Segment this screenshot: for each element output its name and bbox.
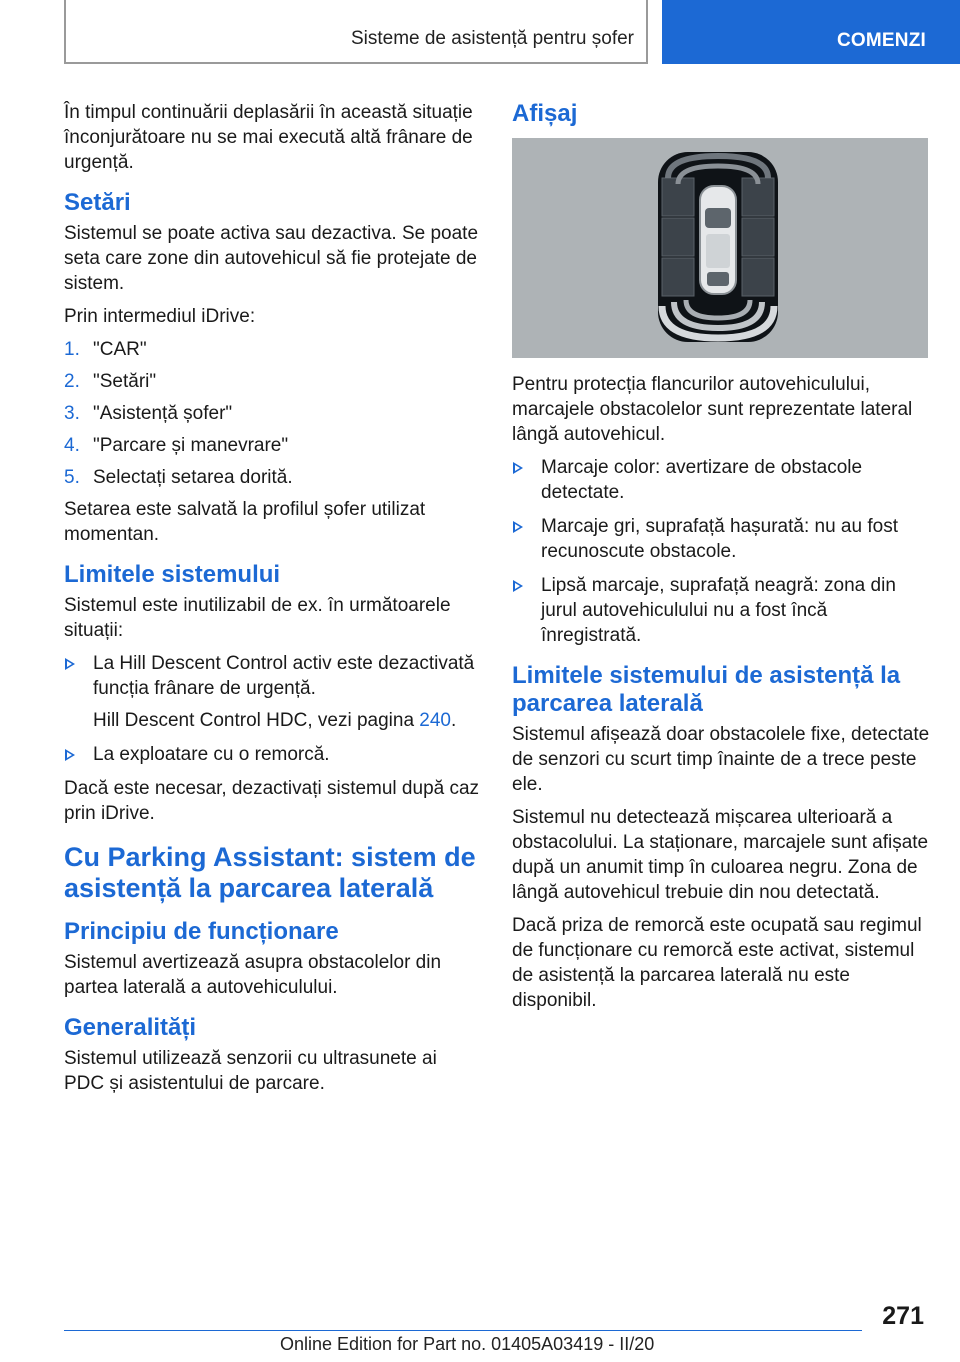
step-number: 5. (64, 467, 80, 488)
step-item (64, 433, 482, 458)
afisaj-paragraph: Pentru protecția flancurilor autovehiculului, marcajele obstacolelor sunt reprezentate lateral lângă autovehicul. (512, 374, 913, 445)
step-text: Selectați setarea dorită. (93, 467, 293, 488)
page-number: 271 (882, 1302, 924, 1330)
triangle-bullet-icon (65, 658, 75, 670)
limite-bullet-list (64, 651, 482, 767)
bullet-text: Marcaje color: avertizare de obstacole detectate. (541, 457, 863, 503)
principiu-heading: Principiu de funcționare (64, 918, 339, 945)
limite2-paragraph-3: Dacă priza de remorcă este ocupată sau regimul de funcționare cu remorcă este activat, sistemul de asistență la parcarea laterală nu este disponibil. (512, 915, 922, 1011)
cross-reference-text: Hill Descent Control HDC, vezi pagina (93, 710, 415, 731)
triangle-bullet-icon (65, 749, 75, 761)
triangle-bullet-icon (513, 521, 523, 533)
setari-paragraph-3: Setarea este salvată la profilul șofer utilizat momentan. (64, 499, 426, 545)
step-number: 1. (64, 339, 80, 360)
footer-divider (64, 1330, 862, 1331)
afisaj-bullet-list (512, 455, 930, 648)
setari-heading: Setări (64, 189, 131, 216)
generalitati-paragraph: Sistemul utilizează senzorii cu ultrasunete ai PDC și asistentului de parcare. (64, 1048, 437, 1094)
step-number: 4. (64, 435, 80, 456)
bullet-item (64, 651, 482, 733)
limite2-paragraph-2: Sistemul nu detectează mișcarea ulterioară a obstacolului. La staționare, marcajele sunt afișate după un anumit timp în culoarea negru. Zona de lângă autovehicul trebuie din nou detectată. (512, 807, 929, 903)
left-column (64, 100, 482, 1104)
principiu-paragraph: Sistemul avertizează asupra obstacolelor din partea laterală a autovehiculului. (64, 952, 442, 998)
chapter-tab-label: COMENZI (836, 30, 926, 51)
chapter-tab[interactable] (662, 0, 960, 64)
limite2-heading: Limitele sistemului de asistență la parcarea laterală (512, 662, 901, 717)
limite-paragraph-2: Dacă este necesar, dezactivați sistemul după caz prin iDrive. (64, 778, 480, 824)
right-column (512, 100, 930, 1021)
triangle-bullet-icon (513, 580, 523, 592)
intro-paragraph: În timpul continuării deplasării în această situație înconjurătoare nu se mai execută altă frânare de urgență. (64, 102, 473, 173)
bullet-item (512, 514, 930, 564)
setari-paragraph-2: Prin intermediul iDrive: (64, 306, 256, 327)
step-item (64, 369, 482, 394)
bullet-item (64, 742, 482, 767)
bullet-text: La exploatare cu o remorcă. (93, 744, 330, 765)
step-item (64, 401, 482, 426)
edition-note: Online Edition for Part no. 01405A03419 - II/20 (280, 1334, 655, 1354)
setari-paragraph-1: Sistemul se poate activa sau dezactiva. Se poate seta care zone din autovehicul să fie protejate de sistem. (64, 223, 479, 294)
limite-heading: Limitele sistemului (64, 561, 281, 588)
side-view-assist-illustration (512, 138, 928, 358)
step-item (64, 337, 482, 362)
limite2-paragraph-1: Sistemul afișează doar obstacolele fixe, detectate de senzori cu scurt timp înainte de a trece peste ele. (512, 724, 930, 795)
page-reference-link[interactable]: 240 (419, 710, 451, 731)
step-text: "Asistență șofer" (93, 403, 233, 424)
section-title: Sisteme de asistență pentru șofer (350, 28, 634, 49)
step-item (64, 465, 482, 490)
step-number: 2. (64, 371, 80, 392)
bullet-text: Lipsă marcaje, suprafață neagră: zona din jurul autovehiculului nu a fost încă înregistrată. (541, 575, 896, 646)
afisaj-heading: Afișaj (512, 100, 578, 127)
bullet-subtext (93, 708, 482, 733)
bullet-item (512, 573, 930, 648)
bullet-text: La Hill Descent Control activ este dezactivată funcția frânare de urgență. (93, 653, 475, 699)
main-section-heading: Cu Parking Assistant: sistem de asistență la parcarea laterală (64, 842, 476, 903)
setari-steps-list (64, 337, 482, 490)
header-section-box (64, 0, 648, 64)
step-text: "Parcare și manevrare" (93, 435, 289, 456)
step-text: "CAR" (93, 339, 147, 360)
bullet-text: Marcaje gri, suprafață hașurată: nu au fost recunoscute obstacole. (541, 516, 898, 562)
generalitati-heading: Generalități (64, 1014, 197, 1041)
limite-paragraph-1: Sistemul este inutilizabil de ex. în următoarele situații: (64, 595, 451, 641)
step-number: 3. (64, 403, 80, 424)
step-text: "Setări" (93, 371, 157, 392)
parking-display-figure (512, 138, 928, 358)
bullet-item (512, 455, 930, 505)
triangle-bullet-icon (513, 462, 523, 474)
reference-period: . (451, 710, 457, 731)
